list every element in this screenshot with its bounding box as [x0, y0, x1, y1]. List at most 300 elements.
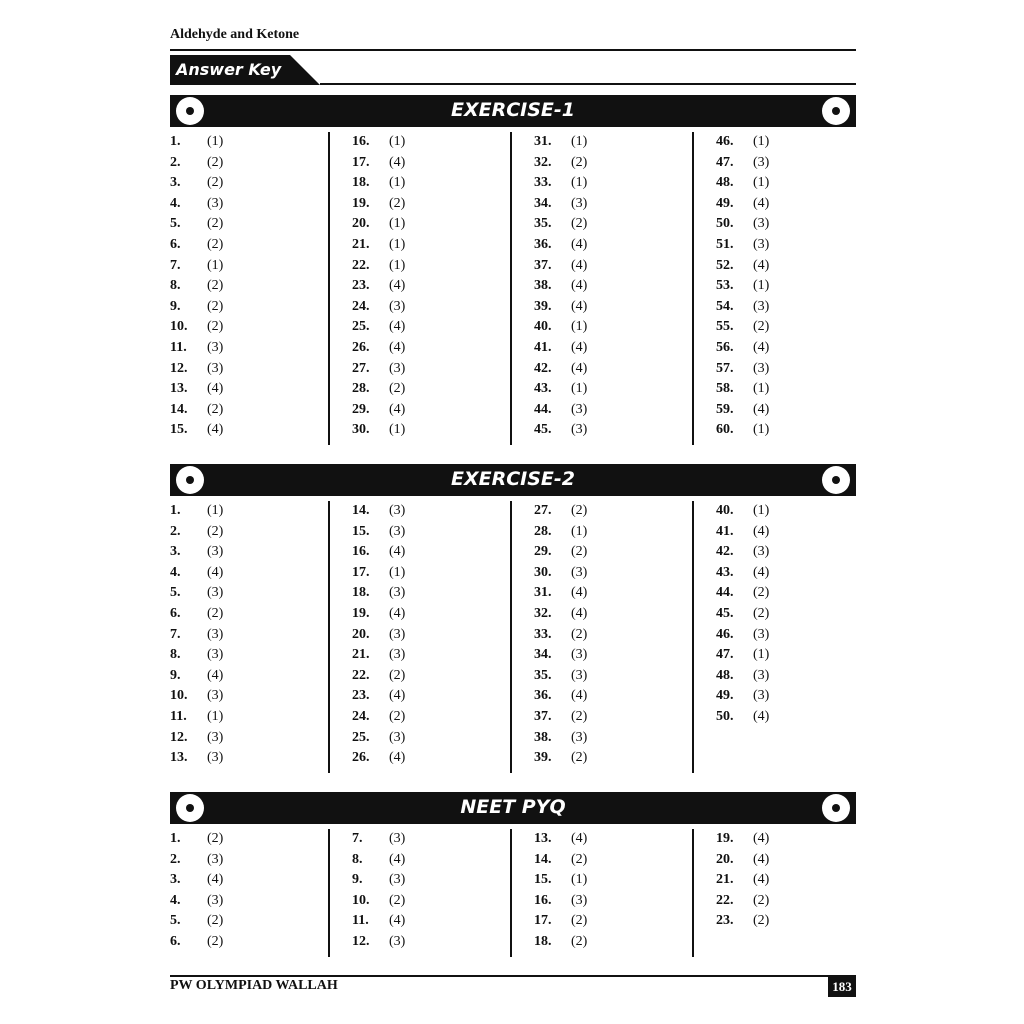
answer-option: (3)	[207, 544, 224, 560]
question-number: 9.	[352, 872, 363, 888]
question-number: 4.	[170, 892, 181, 908]
question-number: 43.	[716, 564, 734, 580]
answer-row	[170, 748, 340, 769]
question-number: 5.	[170, 913, 181, 929]
question-number: 21.	[352, 647, 370, 663]
answer-row	[534, 686, 704, 707]
answer-option: (4)	[753, 401, 770, 417]
answer-option: (2)	[571, 750, 588, 766]
section-title: EXERCISE-2	[450, 468, 576, 490]
answer-column	[170, 829, 340, 953]
answer-option: (4)	[389, 544, 406, 560]
answer-row	[352, 400, 522, 421]
answer-column	[534, 829, 704, 953]
answer-row	[534, 891, 704, 912]
answer-option: (4)	[571, 360, 588, 376]
answer-option: (2)	[753, 585, 770, 601]
question-number: 9.	[170, 298, 181, 314]
answer-row	[352, 911, 522, 932]
answer-row	[534, 829, 704, 850]
answer-row	[352, 276, 522, 297]
answer-option: (4)	[389, 750, 406, 766]
answer-option: (1)	[389, 175, 406, 191]
question-number: 31.	[534, 134, 552, 149]
answer-column	[534, 501, 704, 769]
answer-row	[170, 235, 340, 256]
question-number: 20.	[352, 626, 370, 642]
answer-row	[716, 707, 886, 728]
answer-row	[352, 748, 522, 769]
answer-option: (3)	[207, 585, 224, 601]
answer-option: (3)	[571, 195, 588, 211]
answer-row	[534, 870, 704, 891]
answer-option: (1)	[571, 134, 588, 149]
answer-column	[170, 132, 340, 441]
answer-option: (2)	[207, 216, 224, 232]
answer-option: (2)	[207, 523, 224, 539]
answer-row	[716, 604, 886, 625]
answer-option: (3)	[753, 360, 770, 376]
answer-row	[170, 850, 340, 871]
answer-option: (3)	[389, 626, 406, 642]
question-number: 1.	[170, 503, 181, 518]
answer-option: (4)	[207, 381, 224, 397]
answer-column	[534, 132, 704, 441]
answer-row	[170, 686, 340, 707]
question-number: 32.	[534, 605, 552, 621]
answer-option: (4)	[753, 851, 770, 867]
question-number: 14.	[170, 401, 188, 417]
question-number: 43.	[534, 381, 552, 397]
answer-option: (4)	[753, 564, 770, 580]
answer-row	[352, 604, 522, 625]
column-divider	[328, 829, 330, 957]
question-number: 7.	[170, 626, 181, 642]
question-number: 52.	[716, 257, 734, 273]
question-number: 56.	[716, 339, 734, 355]
answer-row	[170, 501, 340, 522]
answer-row	[716, 501, 886, 522]
banner-dot-icon	[822, 97, 850, 125]
question-number: 13.	[170, 750, 188, 766]
column-divider	[692, 501, 694, 773]
question-number: 48.	[716, 175, 734, 191]
answer-option: (1)	[389, 564, 406, 580]
question-number: 3.	[170, 872, 181, 888]
question-number: 17.	[352, 564, 370, 580]
answer-row	[534, 194, 704, 215]
answer-option: (4)	[571, 585, 588, 601]
answer-option: (2)	[207, 933, 224, 949]
question-number: 55.	[716, 319, 734, 335]
answer-row	[352, 235, 522, 256]
question-number: 19.	[716, 831, 734, 846]
answer-option: (3)	[389, 647, 406, 663]
answer-option: (1)	[571, 319, 588, 335]
answer-option: (3)	[207, 688, 224, 704]
question-number: 37.	[534, 708, 552, 724]
answer-option: (3)	[571, 564, 588, 580]
answer-option: (2)	[753, 319, 770, 335]
answer-option: (2)	[571, 216, 588, 232]
answer-row	[534, 583, 704, 604]
question-number: 44.	[534, 401, 552, 417]
answer-option: (1)	[389, 216, 406, 232]
page-header-chapter: Aldehyde and Ketone	[170, 27, 300, 42]
answer-row	[534, 501, 704, 522]
answer-option: (3)	[207, 339, 224, 355]
question-number: 44.	[716, 585, 734, 601]
answer-option: (3)	[389, 585, 406, 601]
answer-row	[716, 214, 886, 235]
answer-option: (2)	[389, 892, 406, 908]
answer-option: (2)	[207, 175, 224, 191]
question-number: 27.	[352, 360, 370, 376]
answer-option: (4)	[389, 339, 406, 355]
answer-option: (3)	[389, 933, 406, 949]
answer-row	[352, 338, 522, 359]
question-number: 18.	[534, 933, 552, 949]
section-title: NEET PYQ	[460, 796, 566, 818]
question-number: 7.	[170, 257, 181, 273]
answer-option: (4)	[753, 339, 770, 355]
banner-dot-icon	[822, 466, 850, 494]
answer-option: (1)	[207, 257, 224, 273]
question-number: 19.	[352, 195, 370, 211]
answer-option: (3)	[753, 688, 770, 704]
answer-row	[352, 625, 522, 646]
answer-option: (3)	[389, 298, 406, 314]
answer-option: (3)	[207, 626, 224, 642]
question-number: 20.	[352, 216, 370, 232]
question-number: 10.	[352, 892, 370, 908]
answer-row	[534, 132, 704, 153]
answer-row	[170, 891, 340, 912]
question-number: 24.	[352, 298, 370, 314]
question-number: 23.	[352, 688, 370, 704]
question-number: 6.	[170, 605, 181, 621]
answer-row	[352, 256, 522, 277]
question-number: 47.	[716, 154, 734, 170]
question-number: 5.	[170, 585, 181, 601]
answer-option: (1)	[571, 381, 588, 397]
answer-row	[534, 850, 704, 871]
question-number: 39.	[534, 298, 552, 314]
answer-option: (3)	[207, 851, 224, 867]
column-divider	[510, 501, 512, 773]
answer-option: (2)	[207, 605, 224, 621]
question-number: 29.	[534, 544, 552, 560]
answer-column	[352, 829, 522, 953]
question-number: 5.	[170, 216, 181, 232]
answer-option: (2)	[571, 933, 588, 949]
question-number: 27.	[534, 503, 552, 518]
answer-option: (2)	[753, 892, 770, 908]
question-number: 46.	[716, 626, 734, 642]
answer-option: (3)	[753, 667, 770, 683]
answer-option: (3)	[753, 216, 770, 232]
question-number: 22.	[352, 257, 370, 273]
answer-option: (1)	[571, 523, 588, 539]
answer-row	[716, 850, 886, 871]
answer-row	[716, 542, 886, 563]
answer-option: (3)	[207, 750, 224, 766]
answer-option: (4)	[571, 257, 588, 273]
answer-key-rule	[320, 83, 856, 85]
answer-option: (3)	[389, 872, 406, 888]
answer-option: (3)	[571, 729, 588, 745]
answer-row	[352, 932, 522, 953]
question-number: 51.	[716, 236, 734, 252]
question-number: 47.	[716, 647, 734, 663]
question-number: 38.	[534, 729, 552, 745]
question-number: 33.	[534, 175, 552, 191]
answer-option: (4)	[389, 401, 406, 417]
question-number: 37.	[534, 257, 552, 273]
question-number: 4.	[170, 564, 181, 580]
answer-row	[716, 911, 886, 932]
answer-row	[534, 645, 704, 666]
answer-row	[534, 420, 704, 441]
question-number: 46.	[716, 134, 734, 149]
answer-column	[716, 501, 886, 728]
answers-neet-pyq	[170, 829, 856, 957]
answer-row	[170, 379, 340, 400]
question-number: 9.	[170, 667, 181, 683]
column-divider	[692, 132, 694, 445]
question-number: 39.	[534, 750, 552, 766]
question-number: 28.	[352, 381, 370, 397]
answer-option: (2)	[571, 626, 588, 642]
answer-row	[716, 666, 886, 687]
answer-column	[352, 501, 522, 769]
answer-row	[716, 625, 886, 646]
answer-row	[716, 359, 886, 380]
answer-row	[170, 276, 340, 297]
column-divider	[328, 501, 330, 773]
answer-row	[352, 359, 522, 380]
answer-row	[170, 563, 340, 584]
question-number: 53.	[716, 278, 734, 294]
answer-option: (2)	[389, 667, 406, 683]
question-number: 6.	[170, 933, 181, 949]
answer-row	[170, 173, 340, 194]
answer-row	[534, 542, 704, 563]
answer-row	[534, 173, 704, 194]
answer-option: (3)	[389, 831, 406, 846]
answer-option: (1)	[753, 278, 770, 294]
answer-row	[170, 522, 340, 543]
answer-option: (2)	[389, 195, 406, 211]
answer-row	[352, 870, 522, 891]
question-number: 3.	[170, 544, 181, 560]
answer-option: (1)	[389, 134, 406, 149]
answer-option: (3)	[753, 298, 770, 314]
question-number: 26.	[352, 750, 370, 766]
question-number: 31.	[534, 585, 552, 601]
answer-row	[534, 153, 704, 174]
answer-row	[170, 707, 340, 728]
question-number: 7.	[352, 831, 363, 846]
answer-row	[352, 707, 522, 728]
question-number: 40.	[716, 503, 734, 518]
answer-row	[352, 542, 522, 563]
answer-option: (2)	[207, 298, 224, 314]
answer-row	[170, 870, 340, 891]
question-number: 11.	[170, 708, 187, 724]
answer-option: (4)	[571, 339, 588, 355]
answer-row	[352, 563, 522, 584]
answer-row	[716, 297, 886, 318]
answer-row	[716, 400, 886, 421]
answer-option: (4)	[389, 851, 406, 867]
answer-row	[352, 645, 522, 666]
answer-option: (4)	[389, 319, 406, 335]
answer-row	[716, 317, 886, 338]
question-number: 18.	[352, 175, 370, 191]
answer-row	[170, 666, 340, 687]
answer-row	[170, 604, 340, 625]
answer-column	[716, 829, 886, 932]
answer-row	[716, 276, 886, 297]
answer-option: (4)	[571, 831, 588, 846]
answer-option: (3)	[571, 892, 588, 908]
answer-row	[716, 338, 886, 359]
question-number: 14.	[352, 503, 370, 518]
answer-option: (4)	[753, 257, 770, 273]
answer-row	[534, 707, 704, 728]
answer-row	[534, 400, 704, 421]
answer-row	[716, 256, 886, 277]
question-number: 28.	[534, 523, 552, 539]
answer-option: (2)	[389, 381, 406, 397]
answer-row	[352, 214, 522, 235]
answer-row	[716, 194, 886, 215]
answer-row	[352, 297, 522, 318]
answer-option: (1)	[753, 422, 770, 438]
answer-option: (3)	[207, 729, 224, 745]
answer-option: (4)	[571, 688, 588, 704]
question-number: 17.	[352, 154, 370, 170]
answer-row	[716, 891, 886, 912]
question-number: 49.	[716, 195, 734, 211]
answer-option: (3)	[753, 544, 770, 560]
answer-option: (3)	[753, 236, 770, 252]
answer-option: (1)	[207, 708, 224, 724]
answer-option: (3)	[389, 729, 406, 745]
answer-option: (2)	[207, 236, 224, 252]
section-title: EXERCISE-1	[450, 99, 576, 121]
answer-option: (4)	[753, 831, 770, 846]
footer-brand: PW OLYMPIAD WALLAH	[170, 978, 338, 993]
answer-row	[352, 891, 522, 912]
answer-row	[534, 379, 704, 400]
answer-option: (1)	[753, 503, 770, 518]
question-number: 50.	[716, 216, 734, 232]
answer-row	[352, 420, 522, 441]
question-number: 20.	[716, 851, 734, 867]
answer-option: (1)	[571, 872, 588, 888]
question-number: 40.	[534, 319, 552, 335]
question-number: 45.	[534, 422, 552, 438]
answer-option: (2)	[571, 913, 588, 929]
question-number: 11.	[170, 339, 187, 355]
answer-option: (2)	[571, 154, 588, 170]
answer-option: (4)	[389, 278, 406, 294]
answer-option: (2)	[207, 831, 224, 846]
answer-row	[534, 563, 704, 584]
answer-row	[352, 850, 522, 871]
answer-row	[534, 214, 704, 235]
answer-option: (3)	[571, 422, 588, 438]
answer-option: (2)	[571, 851, 588, 867]
question-number: 36.	[534, 688, 552, 704]
answer-option: (3)	[207, 360, 224, 376]
answer-row	[170, 420, 340, 441]
answer-row	[716, 870, 886, 891]
answer-option: (4)	[207, 422, 224, 438]
answer-option: (3)	[389, 360, 406, 376]
answer-row	[170, 256, 340, 277]
answer-row	[534, 748, 704, 769]
answer-option: (4)	[207, 667, 224, 683]
answer-row	[716, 563, 886, 584]
answer-option: (1)	[389, 236, 406, 252]
answer-option: (1)	[753, 381, 770, 397]
question-number: 15.	[352, 523, 370, 539]
answer-row	[534, 235, 704, 256]
answer-row	[534, 338, 704, 359]
column-divider	[510, 829, 512, 957]
answer-row	[716, 132, 886, 153]
question-number: 32.	[534, 154, 552, 170]
answer-option: (3)	[753, 626, 770, 642]
question-number: 18.	[352, 585, 370, 601]
answer-option: (3)	[389, 503, 406, 518]
question-number: 21.	[716, 872, 734, 888]
answer-option: (1)	[207, 503, 224, 518]
question-number: 23.	[716, 913, 734, 929]
question-number: 35.	[534, 216, 552, 232]
answer-option: (1)	[753, 647, 770, 663]
answer-option: (3)	[571, 401, 588, 417]
answer-option: (4)	[753, 195, 770, 211]
answers-exercise-2	[170, 501, 856, 773]
answer-row	[170, 359, 340, 380]
section-banner-exercise-2	[170, 464, 856, 496]
answer-row	[170, 153, 340, 174]
question-number: 13.	[170, 381, 188, 397]
question-number: 8.	[170, 647, 181, 663]
answer-row	[534, 932, 704, 953]
answer-row	[170, 911, 340, 932]
answer-row	[352, 173, 522, 194]
column-divider	[328, 132, 330, 445]
question-number: 25.	[352, 319, 370, 335]
answer-option: (3)	[571, 667, 588, 683]
answer-row	[716, 173, 886, 194]
question-number: 12.	[352, 933, 370, 949]
question-number: 23.	[352, 278, 370, 294]
answer-option: (4)	[207, 564, 224, 580]
answer-row	[716, 379, 886, 400]
question-number: 25.	[352, 729, 370, 745]
answer-option: (2)	[389, 708, 406, 724]
answer-row	[170, 400, 340, 421]
answer-row	[352, 829, 522, 850]
question-number: 57.	[716, 360, 734, 376]
question-number: 35.	[534, 667, 552, 683]
